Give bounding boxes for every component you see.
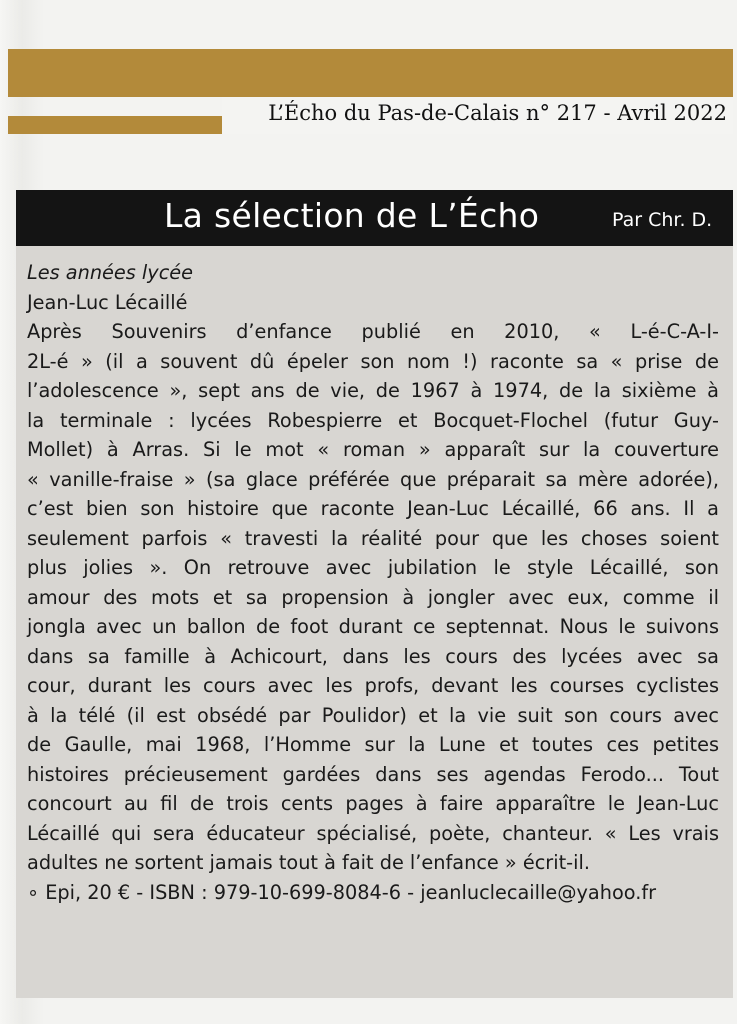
article-line: la terminale : lycées Robespierre et Bocquet-Flochel (futur Guy- [27, 408, 719, 432]
article-line: cour, durant les cours avec les profs, devant les courses cyclistes [27, 674, 719, 697]
article-line: Mollet) à Arras. Si le mot « roman » apparaît sur la couverture [27, 438, 719, 461]
article-line: c’est bien son histoire que raconte Jean-Luc Lécaillé, 66 ans. Il a [27, 497, 719, 520]
article-line: 2L-é » (il a souvent dû épeler son nom !) raconte sa « prise de [27, 349, 719, 373]
masthead [222, 97, 733, 134]
masthead-text: L’Écho du Pas-de-Calais n° 217 - Avril 2022 [268, 101, 727, 125]
article-line: amour des mots et sa propension à jongler avec eux, comme il [27, 585, 719, 609]
article-line: plus jolies ». On retrouve avec jubilation le style Lécaillé, son [27, 556, 719, 579]
byline: Par Chr. D. [612, 209, 713, 231]
article-line: Après Souvenirs d’enfance publié en 2010, « L-é-C-A-I- [27, 320, 719, 343]
article-line: concourt au fil de trois cents pages à faire apparaître le Jean-Luc [27, 792, 719, 815]
masthead-band-top [8, 49, 733, 97]
book-title: Les années lycée [27, 261, 194, 284]
article-line: à la télé (il est obsédé par Poulidor) et la vie suit son cours avec [27, 703, 719, 727]
book-details: ∘ Epi, 20 € - ISBN : 979-10-699-8084-6 - jeanluclecaille@yahoo.fr [27, 880, 657, 904]
article-line: adultes ne sortent jamais tout à fait de l’enfance » écrit-il. [27, 851, 590, 874]
article-line: de Gaulle, mai 1968, l’Homme sur la Lune et toutes ces petites [27, 733, 719, 756]
article-line: seulement parfois « travesti la réalité pour que les choses soient [27, 526, 719, 550]
article-line: Lécaillé qui sera éducateur spécialisé, poète, chanteur. « Les vrais [27, 821, 719, 845]
article-line: dans sa famille à Achicourt, dans les cours des lycées avec sa [27, 644, 719, 668]
section-title: La sélection de L’Écho [164, 196, 540, 235]
section-header [16, 190, 733, 246]
article-body [27, 258, 719, 907]
article-line: l’adolescence », sept ans de vie, de 1967 à 1974, de la sixième à [27, 379, 719, 402]
article-text [27, 317, 719, 878]
book-author: Jean-Luc Lécaillé [27, 290, 188, 314]
article-line: « vanille-fraise » (sa glace préférée que préparait sa mère adorée), [27, 467, 719, 491]
article-box [16, 190, 733, 998]
article-line: histoires précieusement gardées dans ses agendas Ferodo... Tout [27, 762, 719, 786]
article-line: jongla avec un ballon de foot durant ce septennat. Nous le suivons [27, 615, 719, 638]
